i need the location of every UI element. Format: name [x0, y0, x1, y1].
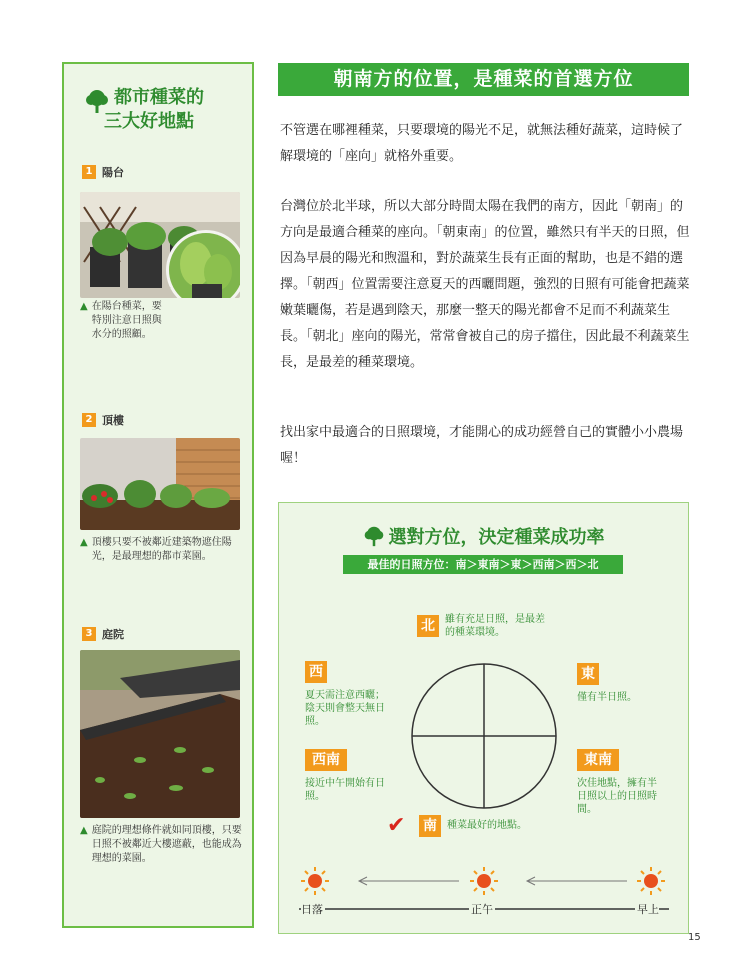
rooftop-caption: ▲ 頂樓只要不被鄰近建築物遮住陽光，是最理想的都市菜園。 — [80, 537, 232, 562]
compass-circle — [409, 661, 559, 811]
paragraph-3: 找出家中最適合的日照環境，才能開心的成功經營自己的實體小小農場喔！ — [280, 425, 684, 466]
arrow-icon — [359, 877, 627, 885]
main-heading: 朝南方的位置，是種菜的首選方位 — [278, 63, 689, 96]
section-number: 2 — [82, 413, 96, 427]
balcony-caption: ▲ 在陽台種菜，要特別注意日照與水分的照顧。 — [80, 301, 162, 340]
sun-icon-right — [637, 867, 665, 895]
south-text: 種菜最好的地點。 — [447, 820, 527, 831]
sunset-label: 日落 — [301, 903, 323, 916]
yard-photo — [80, 650, 240, 818]
orientation-box — [278, 502, 689, 934]
checkmark-icon: ✔ — [387, 813, 406, 838]
section-header-yard — [82, 626, 124, 642]
section-label: 庭院 — [102, 628, 124, 641]
sidebar-title-line1: 都市種菜的 — [114, 87, 204, 108]
south-label: 南 — [419, 815, 441, 837]
east-label: 東 — [577, 663, 599, 685]
sidebar-title-line2: 三大好地點 — [104, 111, 194, 132]
section-number: 3 — [82, 627, 96, 641]
paragraph-1: 不管選在哪裡種菜，只要環境的陽光不足，就無法種好蔬菜，這時候了解環境的「座向」就格外重要。 — [280, 123, 684, 164]
tree-icon — [84, 88, 110, 114]
north-text: 雖有充足日照，是最差的種菜環境。 — [445, 614, 545, 638]
morning-label: 早上 — [637, 903, 659, 916]
noon-label: 正午 — [471, 903, 493, 916]
southwest-text: 接近中午開始有日照。 — [305, 778, 385, 802]
best-orientation-ranking: 最佳的日照方位：南＞東南＞東＞西南＞西＞北 — [343, 555, 623, 574]
section-label: 陽台 — [102, 166, 124, 179]
west-text: 夏天需注意西曬；陰天則會整天無日照。 — [305, 690, 385, 727]
southeast-text: 次佳地點，擁有半日照以上的日照時間。 — [577, 778, 657, 815]
sun-icon-left — [301, 867, 329, 895]
southeast-label: 東南 — [577, 749, 619, 771]
west-label: 西 — [305, 661, 327, 683]
box-title: 選對方位，決定種菜成功率 — [279, 523, 688, 549]
yard-caption: ▲ 庭院的理想條件就如同頂樓，只要日照不被鄰近大樓遮蔽，也能成為理想的菜園。 — [80, 825, 242, 864]
paragraph-2: 台灣位於北半球，所以大部分時間太陽在我們的南方，因此「朝南」的方向是最適合種菜的座向。「朝東南」的位置，雖然只有半天的日照，但因為早晨的陽光和煦溫和，對於蔬菜生長有正面的幫助，也是不錯的選擇。「朝西」位置需要注意夏天的西曬問題，強烈的日照有可能會把蔬菜嫩葉曬傷，若是遇到陰天，那麼一整天的陽光都會不足而不利蔬菜生長。「朝北」座向的陽光，常常會被自己的房子擋住，因此最不利蔬菜生長，是最差的種菜環境。 — [280, 199, 690, 370]
tree-icon — [363, 525, 385, 547]
section-number: 1 — [82, 165, 96, 179]
sidebar — [62, 62, 254, 928]
section-header-balcony — [82, 164, 124, 180]
balcony-photo — [80, 192, 240, 298]
sun-icon-middle — [470, 867, 498, 895]
east-text: 僅有半日照。 — [577, 692, 637, 703]
section-header-rooftop — [82, 412, 124, 428]
sidebar-title — [84, 86, 244, 134]
rooftop-photo — [80, 438, 240, 530]
southwest-label: 西南 — [305, 749, 347, 771]
section-label: 頂樓 — [102, 414, 124, 427]
north-label: 北 — [417, 615, 439, 637]
page-number: 15 — [688, 932, 701, 943]
